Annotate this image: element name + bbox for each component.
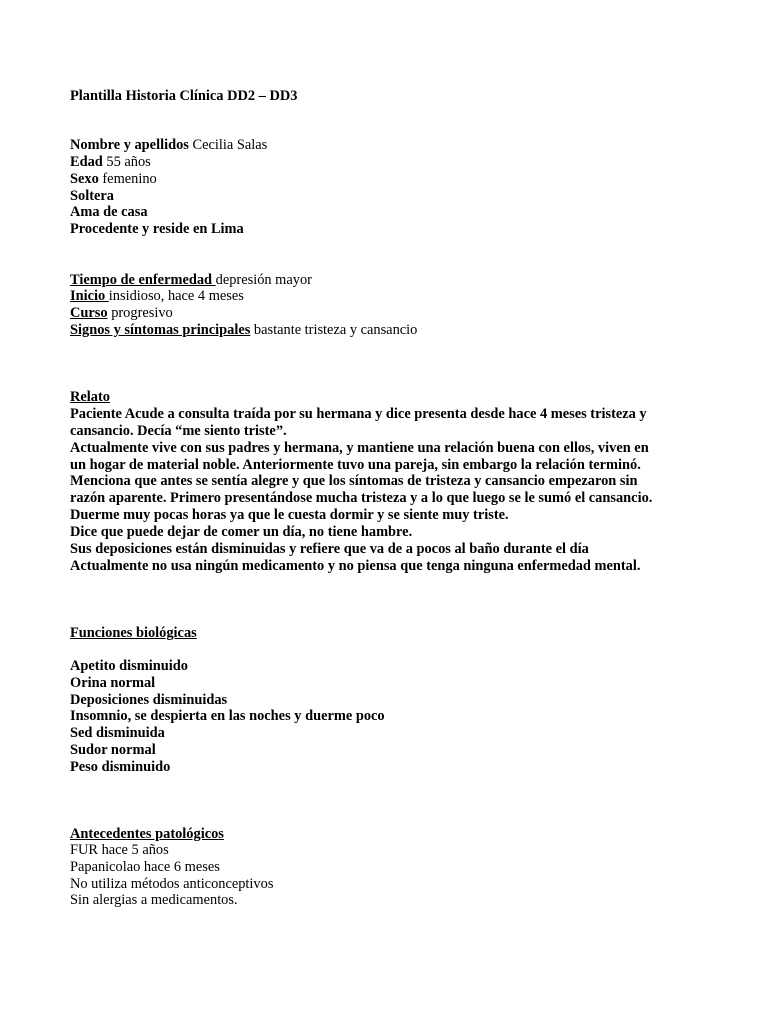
age-value: 55 años	[102, 154, 151, 170]
name-row	[70, 137, 267, 154]
sex-value: femenino	[98, 171, 157, 187]
marital-status: Soltera	[70, 188, 114, 204]
funciones-item: Sed disminuida	[70, 725, 165, 741]
funciones-item: Peso disminuido	[70, 759, 171, 775]
signs-label: Signos y síntomas principales	[70, 322, 251, 338]
funciones-item: Apetito disminuido	[70, 658, 188, 674]
document-title: Plantilla Historia Clínica DD2 – DD3	[70, 88, 298, 104]
antecedentes-item: Sin alergias a medicamentos.	[70, 892, 238, 908]
antecedentes-item: No utiliza métodos anticonceptivos	[70, 876, 274, 892]
relato-line: Actualmente vive con sus padres y hermana, y mantiene una relación buena con ellos, viven en	[70, 440, 649, 456]
relato-line: Dice que puede dejar de comer un día, no tiene hambre.	[70, 524, 413, 540]
antecedentes-heading: Antecedentes patológicos	[70, 826, 224, 842]
course-label: Curso	[70, 305, 108, 321]
onset-row	[70, 288, 244, 305]
relato-line: Actualmente no usa ningún medicamento y no piensa que tenga ninguna enfermedad mental.	[70, 558, 641, 574]
onset-label: Inicio	[70, 288, 109, 304]
antecedentes-item: FUR hace 5 años	[70, 842, 169, 858]
funciones-heading: Funciones biológicas	[70, 625, 197, 641]
relato-line: razón aparente. Primero presentándose mucha tristeza y a lo que luego se le sumó el cansancio.	[70, 490, 653, 506]
illness-time-value: depresión mayor	[215, 272, 312, 288]
origin: Procedente y reside en Lima	[70, 221, 244, 237]
sex-row	[70, 171, 157, 188]
age-row	[70, 154, 151, 171]
relato-line: Menciona que antes se sentía alegre y que los síntomas de tristeza y cansancio empezaron sin	[70, 473, 638, 489]
funciones-item: Insomnio, se despierta en las noches y duerme poco	[70, 708, 385, 724]
relato-line: un hogar de material noble. Anteriormente tuvo una pareja, sin embargo la relación terminó.	[70, 457, 641, 473]
occupation: Ama de casa	[70, 204, 148, 220]
onset-value: insidioso, hace 4 meses	[108, 288, 244, 304]
signs-value: bastante tristeza y cansancio	[250, 322, 418, 338]
illness-time-row	[70, 272, 312, 289]
relato-line: Sus deposiciones están disminuidas y refiere que va de a pocos al baño durante el día	[70, 541, 589, 557]
illness-time-label: Tiempo de enfermedad	[70, 272, 216, 288]
funciones-item: Sudor normal	[70, 742, 156, 758]
age-label: Edad	[70, 154, 103, 170]
funciones-item: Deposiciones disminuidas	[70, 692, 228, 708]
sex-label: Sexo	[70, 171, 99, 187]
relato-heading: Relato	[70, 389, 110, 405]
course-row	[70, 305, 173, 322]
relato-line: cansancio. Decía “me siento triste”.	[70, 423, 287, 439]
relato-line: Paciente Acude a consulta traída por su hermana y dice presenta desde hace 4 meses tristeza y	[70, 406, 647, 422]
name-value: Cecilia Salas	[188, 137, 268, 153]
course-value: progresivo	[107, 305, 173, 321]
antecedentes-item: Papanicolao hace 6 meses	[70, 859, 220, 875]
funciones-item: Orina normal	[70, 675, 156, 691]
relato-line: Duerme muy pocas horas ya que le cuesta dormir y se siente muy triste.	[70, 507, 509, 523]
name-label: Nombre y apellidos	[70, 137, 189, 153]
signs-row	[70, 322, 417, 339]
